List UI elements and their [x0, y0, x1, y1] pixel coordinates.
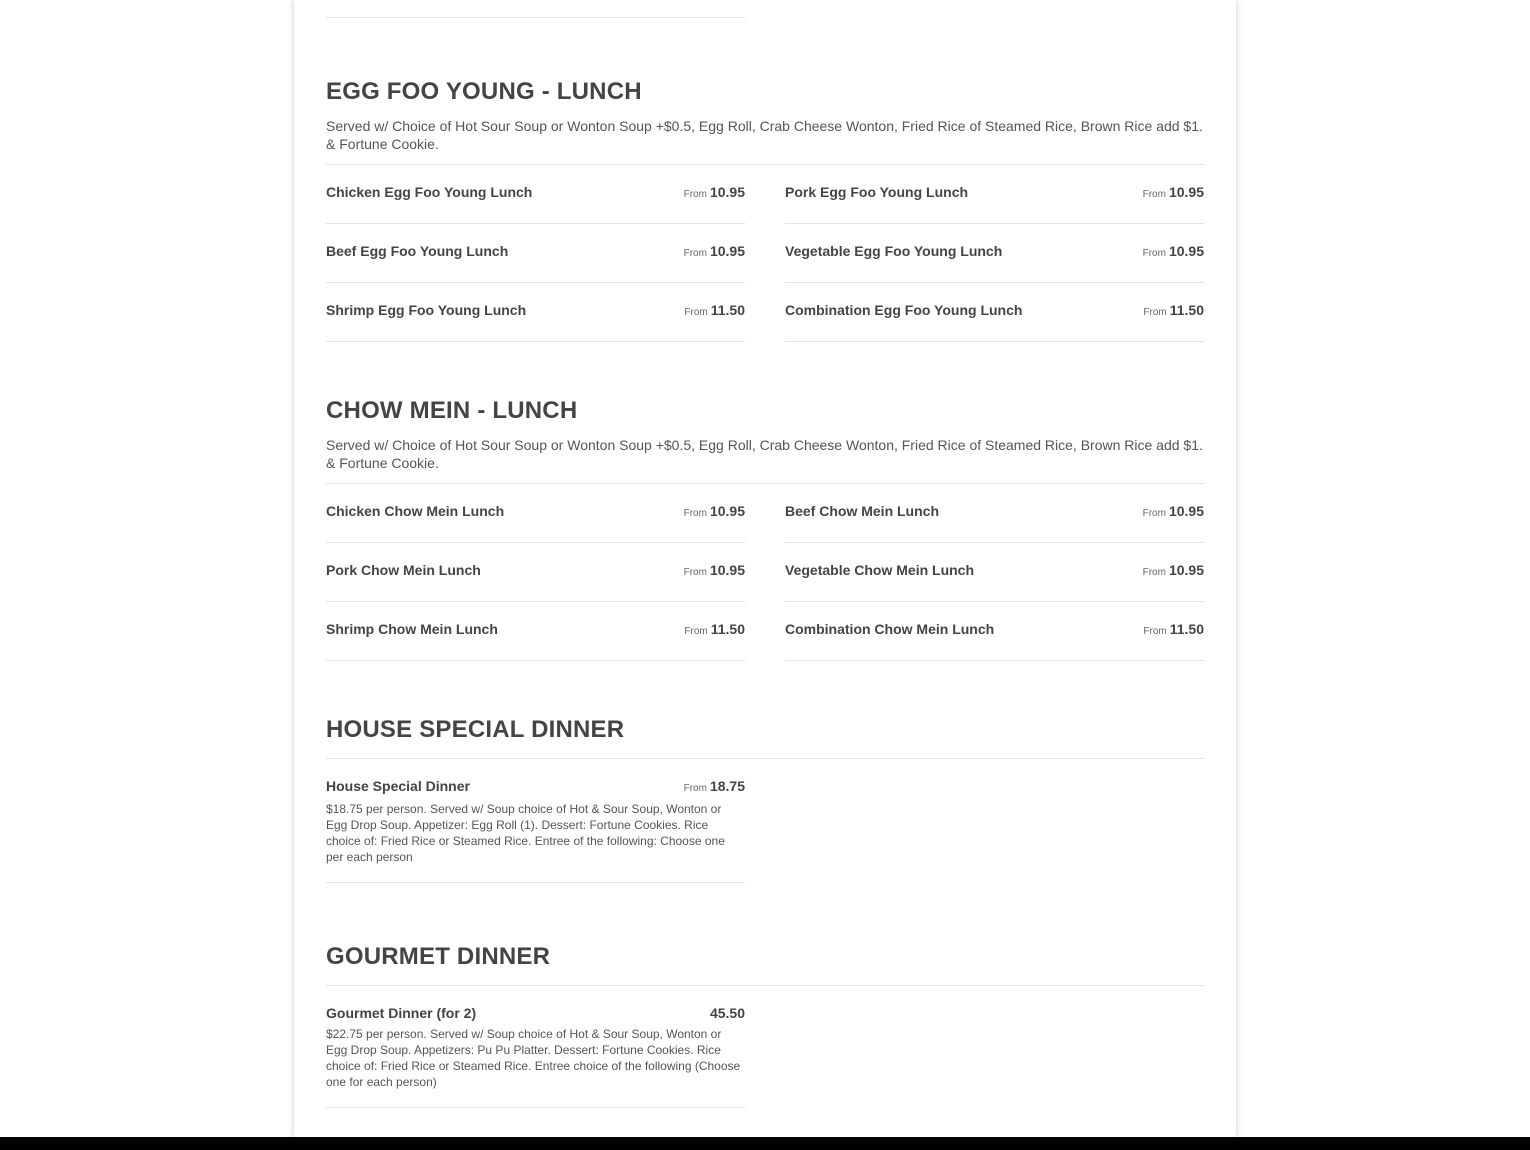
item-price	[684, 503, 745, 519]
price-from-label: From	[1142, 189, 1166, 200]
price-from-label: From	[1143, 307, 1167, 318]
item-price	[1143, 302, 1204, 318]
price-value: 10.95	[1168, 243, 1204, 259]
price-value: 10.95	[1168, 184, 1204, 200]
item-name: Shrimp Chow Mein Lunch	[326, 621, 498, 637]
price-value: 11.50	[1169, 302, 1204, 318]
item-name: Beef Egg Foo Young Lunch	[326, 243, 509, 259]
price-value: 45.50	[709, 1005, 745, 1021]
menu-item[interactable]	[326, 283, 745, 342]
item-name: Combination Chow Mein Lunch	[785, 621, 995, 637]
price-value: 10.95	[709, 562, 745, 578]
item-name: Chicken Chow Mein Lunch	[326, 503, 505, 519]
price-from-label: From	[684, 626, 708, 637]
menu-item[interactable]	[326, 759, 745, 883]
price-value: 11.50	[1169, 621, 1204, 637]
item-name: Combination Egg Foo Young Lunch	[785, 302, 1023, 318]
menu-item[interactable]	[326, 602, 745, 661]
section-title: CHOW MEIN - LUNCH	[326, 397, 578, 424]
price-from-label: From	[1143, 626, 1167, 637]
price-value: 10.95	[1168, 503, 1204, 519]
section-egg-foo-young	[326, 78, 1204, 343]
section-house-special-dinner	[326, 716, 1204, 883]
item-price	[1143, 621, 1204, 637]
price-value: 11.50	[710, 302, 745, 318]
item-name: House Special Dinner	[326, 778, 470, 794]
section-description: Served w/ Choice of Hot Sour Soup or Wonton Soup +$0.5, Egg Roll, Crab Cheese Wonton, Fried Rice of Steamed Rice, Brown Rice add $1. & Fortune Cookie.	[326, 437, 1203, 471]
price-value: 18.75	[709, 778, 745, 794]
price-from-label: From	[683, 248, 707, 259]
price-from-label: From	[1142, 248, 1166, 259]
menu-item[interactable]	[785, 543, 1204, 602]
item-name: Vegetable Egg Foo Young Lunch	[785, 243, 1003, 259]
menu-item[interactable]	[785, 602, 1204, 661]
item-price	[684, 302, 745, 318]
item-price	[1143, 184, 1204, 200]
menu-item[interactable]	[326, 224, 745, 283]
item-price	[684, 778, 745, 794]
section-chow-mein	[326, 397, 1204, 662]
menu-item[interactable]	[326, 165, 745, 224]
menu-item[interactable]	[785, 484, 1204, 543]
menu-item[interactable]	[785, 165, 1204, 224]
divider	[326, 17, 745, 18]
price-value: 10.95	[709, 184, 745, 200]
item-price	[684, 243, 745, 259]
price-from-label: From	[683, 189, 707, 200]
price-value: 10.95	[709, 243, 745, 259]
price-from-label: From	[1142, 508, 1166, 519]
item-name: Gourmet Dinner (for 2)	[326, 1005, 477, 1021]
price-value: 10.95	[1168, 562, 1204, 578]
price-from-label: From	[1142, 567, 1166, 578]
item-price	[1143, 243, 1204, 259]
price-value: 11.50	[710, 621, 745, 637]
item-name: Beef Chow Mein Lunch	[785, 503, 939, 519]
item-name: Shrimp Egg Foo Young Lunch	[326, 302, 527, 318]
menu-item[interactable]	[785, 224, 1204, 283]
item-price	[710, 1005, 745, 1021]
section-title: GOURMET DINNER	[326, 943, 551, 970]
section-title: EGG FOO YOUNG - LUNCH	[326, 78, 642, 105]
section-gourmet-dinner	[326, 943, 1204, 1108]
menu-item[interactable]	[326, 543, 745, 602]
section-description: Served w/ Choice of Hot Sour Soup or Wonton Soup +$0.5, Egg Roll, Crab Cheese Wonton, Fried Rice of Steamed Rice, Brown Rice add $1. & Fortune Cookie.	[326, 118, 1203, 152]
item-price	[684, 184, 745, 200]
item-price	[1143, 503, 1204, 519]
section-title: HOUSE SPECIAL DINNER	[326, 716, 625, 743]
item-name: Vegetable Chow Mein Lunch	[785, 562, 975, 578]
item-price	[684, 562, 745, 578]
price-from-label: From	[683, 567, 707, 578]
menu-item[interactable]	[326, 484, 745, 543]
footer-bar	[0, 1137, 1530, 1150]
price-from-label: From	[684, 307, 708, 318]
item-name: Pork Chow Mein Lunch	[326, 562, 481, 578]
price-from-label: From	[683, 783, 707, 794]
item-description: $22.75 per person. Served w/ Soup choice of Hot & Sour Soup, Wonton or Egg Drop Soup. Appetizers: Pu Pu Platter. Dessert: Fortune Cookies. Rice choice of: Fried Rice or Steamed Rice. Entree choice of the following (Choose one for each person)	[326, 1027, 741, 1089]
item-price	[684, 621, 745, 637]
price-from-label: From	[683, 508, 707, 519]
item-name: Chicken Egg Foo Young Lunch	[326, 184, 533, 200]
item-price	[1143, 562, 1204, 578]
price-value: 10.95	[709, 503, 745, 519]
menu-item[interactable]	[326, 986, 745, 1108]
item-description: $18.75 per person. Served w/ Soup choice of Hot & Sour Soup, Wonton or Egg Drop Soup. Appetizer: Egg Roll (1). Dessert: Fortune Cookies. Rice choice of: Fried Rice or Steamed Rice. Entree of the following: Choose one per each person	[326, 802, 725, 864]
item-name: Pork Egg Foo Young Lunch	[785, 184, 969, 200]
menu-item[interactable]	[785, 283, 1204, 342]
